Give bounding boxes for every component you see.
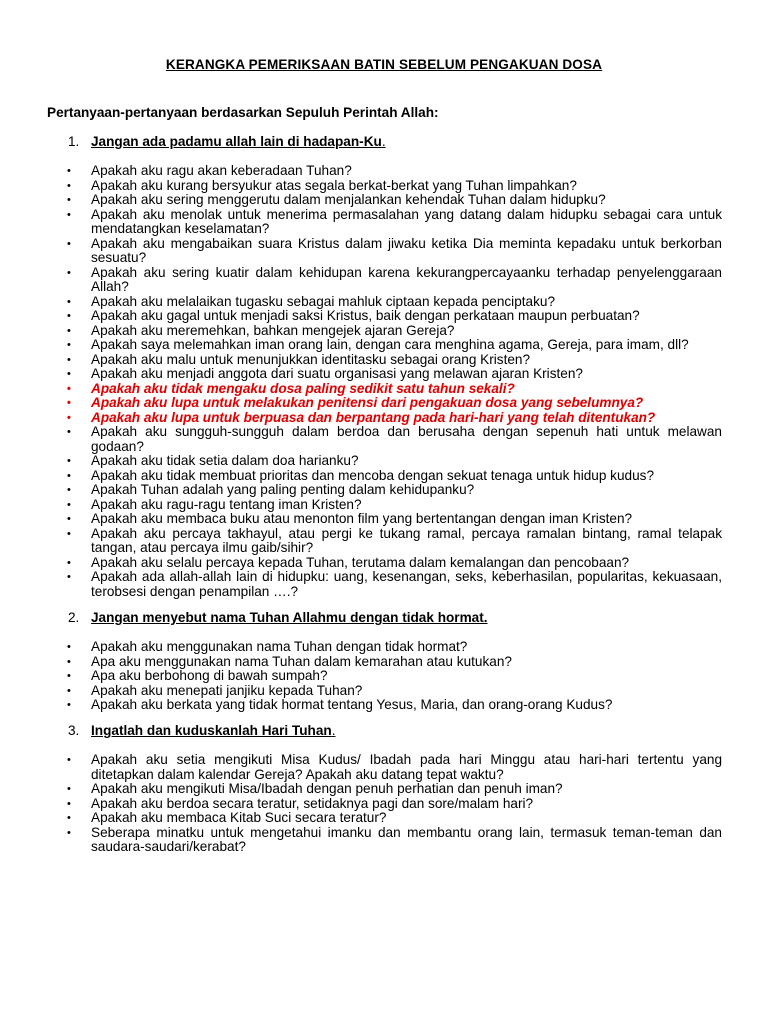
- question-item: • Apakah aku tidak setia dalam doa harianku?: [0, 454, 722, 469]
- question-item: • Apakah aku berkata yang tidak hormat tentang Yesus, Maria, dan orang-orang Kudus?: [0, 698, 722, 713]
- section-heading: [0, 611, 768, 626]
- question-item: • Apakah aku mengikuti Misa/Ibadah dengan penuh perhatian dan penuh iman?: [0, 782, 722, 797]
- question-item: • Apakah aku sungguh-sungguh dalam berdoa dan berusaha dengan sepenuh hati untuk melawan godaan?: [0, 425, 722, 454]
- question-list: [0, 640, 768, 713]
- question-item: • Apakah aku berdoa secara teratur, setidaknya pagi dan sore/malam hari?: [0, 797, 722, 812]
- question-item: • Apakah aku tidak mengaku dosa paling sedikit satu tahun sekali?: [0, 382, 722, 397]
- question-item: • Apakah aku kurang bersyukur atas segala berkat-berkat yang Tuhan limpahkan?: [0, 179, 722, 194]
- question-item: • Apakah ada allah-allah lain di hidupku: uang, kesenangan, seks, keberhasilan, popularitas, kekuasaan, terobsesi dengan penampilan ….?: [0, 570, 722, 599]
- section-heading-text: Jangan menyebut nama Tuhan Allahmu dengan tidak hormat.: [91, 610, 488, 625]
- question-item: • Apakah aku melalaikan tugasku sebagai mahluk ciptaan kepada penciptaku?: [0, 295, 722, 310]
- section-3: [0, 724, 768, 855]
- question-list: [0, 164, 768, 599]
- question-list: [0, 753, 768, 855]
- question-item: • Apakah aku sering menggerutu dalam menjalankan kehendak Tuhan dalam hidupku?: [0, 193, 722, 208]
- question-item: • Apa aku menggunakan nama Tuhan dalam kemarahan atau kutukan?: [0, 655, 722, 670]
- question-item: • Apakah aku selalu percaya kepada Tuhan, terutama dalam kemalangan dan pencobaan?: [0, 556, 722, 571]
- section-number: 2.: [68, 610, 80, 625]
- question-item: • Apakah aku menolak untuk menerima permasalahan yang datang dalam hidupku sebagai cara untuk mendatangkan keselamatan?: [0, 208, 722, 237]
- question-item: • Apakah aku menepati janjiku kepada Tuhan?: [0, 684, 722, 699]
- question-item: • Apakah Tuhan adalah yang paling penting dalam kehidupanku?: [0, 483, 722, 498]
- question-item: • Apakah aku membaca Kitab Suci secara teratur?: [0, 811, 722, 826]
- question-item: • Apakah aku sering kuatir dalam kehidupan karena kekurangpercayaanku terhadap penyelenggaraan Allah?: [0, 266, 722, 295]
- question-item: • Apa aku berbohong di bawah sumpah?: [0, 669, 722, 684]
- question-item: • Apakah aku meremehkan, bahkan mengejek ajaran Gereja?: [0, 324, 722, 339]
- section-heading-text: Jangan ada padamu allah lain di hadapan-Ku.: [91, 134, 386, 149]
- question-item: • Apakah aku setia mengikuti Misa Kudus/ Ibadah pada hari Minggu atau hari-hari tertentu yang ditetapkan dalam kalendar Gereja? Apakah aku datang tepat waktu?: [0, 753, 722, 782]
- question-item: • Apakah aku lupa untuk berpuasa dan berpantang pada hari-hari yang telah ditentukan?: [0, 411, 722, 426]
- question-item: • Apakah aku percaya takhayul, atau pergi ke tukang ramal, percaya ramalan bintang, ramal telapak tangan, atau percaya ilmu gaib/sihir?: [0, 527, 722, 556]
- question-item: • Apakah aku menjadi anggota dari suatu organisasi yang melawan ajaran Kristen?: [0, 367, 722, 382]
- document-title: KERANGKA PEMERIKSAAN BATIN SEBELUM PENGAKUAN DOSA: [165, 57, 603, 72]
- question-item: • Apakah aku lupa untuk melakukan penitensi dari pengakuan dosa yang sebelumnya?: [0, 396, 722, 411]
- section-1: [0, 135, 768, 599]
- question-item: • Apakah aku tidak membuat prioritas dan mencoba dengan sekuat tenaga untuk hidup kudus?: [0, 469, 722, 484]
- section-number: 1.: [68, 134, 80, 149]
- question-item: • Apakah aku ragu-ragu tentang iman Kristen?: [0, 498, 722, 513]
- question-item: • Apakah aku membaca buku atau menonton film yang bertentangan dengan iman Kristen?: [0, 512, 722, 527]
- section-heading: [0, 724, 768, 739]
- section-2: [0, 611, 768, 713]
- question-item: • Apakah aku ragu akan keberadaan Tuhan?: [0, 164, 722, 179]
- question-item: • Apakah aku mengabaikan suara Kristus dalam jiwaku ketika Dia meminta kepadaku untuk berkorban sesuatu?: [0, 237, 722, 266]
- section-heading: [0, 135, 768, 150]
- section-heading-text: Ingatlah dan kuduskanlah Hari Tuhan.: [91, 723, 336, 738]
- question-item: • Apakah aku gagal untuk menjadi saksi Kristus, baik dengan perkataan maupun perbuatan?: [0, 309, 722, 324]
- question-item: • Apakah saya melemahkan iman orang lain, dengan cara menghina agama, Gereja, para imam, dll?: [0, 338, 722, 353]
- section-number: 3.: [68, 723, 80, 738]
- question-item: • Apakah aku malu untuk menunjukkan identitasku sebagai orang Kristen?: [0, 353, 722, 368]
- intro-text: Pertanyaan-pertanyaan berdasarkan Sepuluh Perintah Allah:: [47, 105, 439, 120]
- question-item: • Apakah aku menggunakan nama Tuhan dengan tidak hormat?: [0, 640, 722, 655]
- question-item: • Seberapa minatku untuk mengetahui imanku dan membantu orang lain, termasuk teman-teman dan saudara-saudari/kerabat?: [0, 826, 722, 855]
